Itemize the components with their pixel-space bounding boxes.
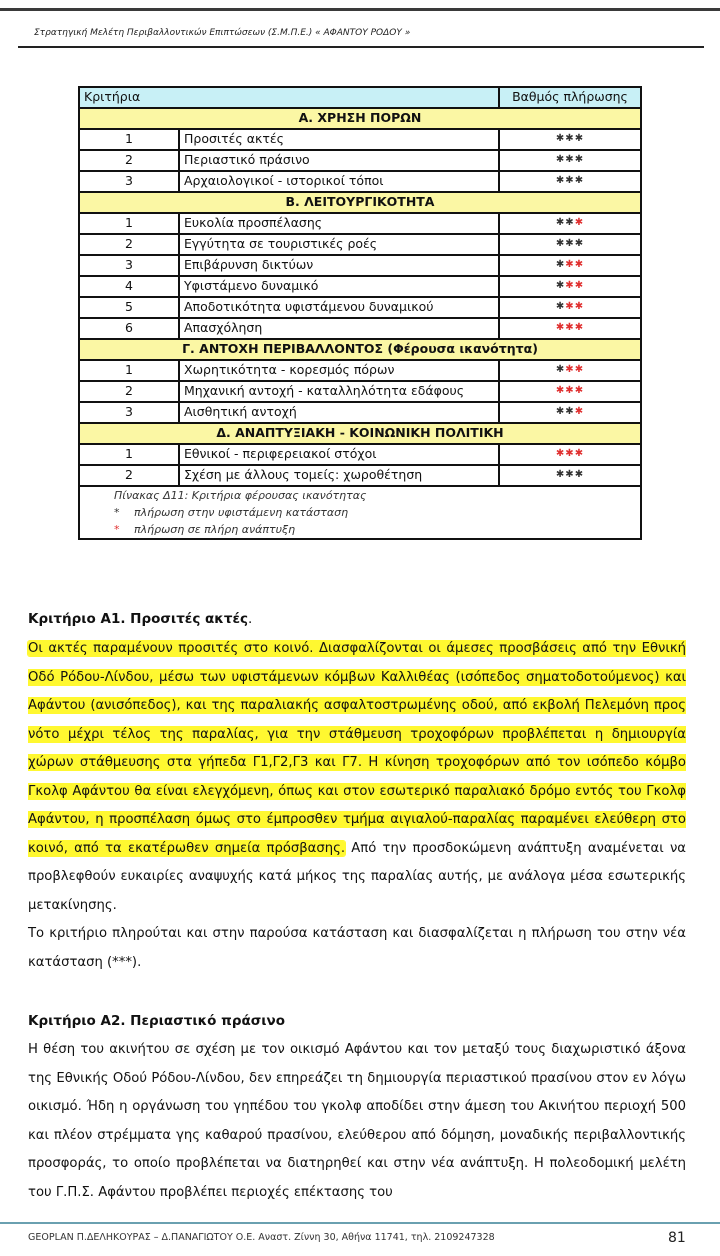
criterion-name: Υφιστάμενο δυναμικό [179,276,499,297]
criterion-number: 2 [79,381,179,402]
criterion-number: 5 [79,297,179,318]
criterion-name: Χωρητικότητα - κορεσμός πόρων [179,360,499,381]
star-red-icon: ✱ [574,364,585,375]
star-black-icon: ✱ [565,133,575,144]
section-row [79,108,641,129]
column-header-grade: Βαθμός πλήρωσης [499,87,641,108]
legend-item [114,521,636,538]
star-red-icon: ✱ [574,280,585,291]
table-row [79,402,641,423]
star-black-icon: ✱ [555,217,566,228]
fulfillment-grade [499,444,641,465]
fulfillment-grade [499,129,641,150]
star-red-icon: ✱ [555,385,566,396]
star-black-icon: ✱ [555,175,566,186]
criterion-name: Επιβάρυνση δικτύων [179,255,499,276]
star-red-icon: ✱ [565,448,575,459]
legend-item [114,504,636,521]
criterion-name: Αρχαιολογικοί - ιστορικοί τόποι [179,171,499,192]
table-row [79,255,641,276]
section-title: Β. ΛΕΙΤΟΥΡΓΙΚΟΤΗΤΑ [79,192,641,213]
star-black-icon: ✱ [555,133,566,144]
criterion-name: Προσιτές ακτές [179,129,499,150]
table-row [79,213,641,234]
criterion-number: 2 [79,150,179,171]
criteria-table [78,86,642,540]
criterion-number: 2 [79,234,179,255]
fulfillment-grade [499,255,641,276]
criterion-name: Εθνικοί - περιφερειακοί στόχοι [179,444,499,465]
section-row [79,192,641,213]
table-row [79,297,641,318]
criterion-name: Αποδοτικότητα υφιστάμενου δυναμικού [179,297,499,318]
fulfillment-grade [499,402,641,423]
criterion-number: 3 [79,171,179,192]
section-title: Γ. ΑΝΤΟΧΗ ΠΕΡΙΒΑΛΛΟΝΤΟΣ (Φέρουσα ικανότητα) [79,339,641,360]
star-black-icon: ✱ [574,238,585,249]
star-black-icon: ✱ [565,154,575,165]
column-header-criteria: Κριτήρια [79,87,499,108]
table-row [79,465,641,486]
table-row [79,444,641,465]
criterion-number: 1 [79,360,179,381]
fulfillment-grade [499,276,641,297]
section-title: Δ. ΑΝΑΠΤΥΞΙΑΚΗ - ΚΟΙΝΩΝΙΚΗ ΠΟΛΙΤΙΚΗ [79,423,641,444]
star-red-icon: ✱ [565,280,575,291]
fulfillment-grade [499,360,641,381]
star-red-icon: ✱ [574,217,585,228]
star-black-icon: * [114,506,120,519]
table-caption: Πίνακας Δ11: Κριτήρια φέρουσας ικανότητας [114,489,367,502]
criterion-number: 1 [79,444,179,465]
star-black-icon: ✱ [574,133,585,144]
star-black-icon: ✱ [565,175,575,186]
star-red-icon: ✱ [565,301,575,312]
star-black-icon: ✱ [565,217,575,228]
criterion-name: Σχέση με άλλους τομείς: χωροθέτηση [179,465,499,486]
footer-text: GEOPLAN Π.ΔΕΛΗΚΟΥΡΑΣ – Δ.ΠΑΝΑΓΙΩΤΟΥ Ο.Ε. Αναστ. Ζίννη 30, Αθήνα 11741, τηλ. 2109247328 [28,1232,495,1243]
star-red-icon: * [114,523,120,536]
table-row [79,318,641,339]
fulfillment-grade [499,171,641,192]
section-a1-conclusion: Το κριτήριο πληρούται και στην παρούσα κατάσταση και διασφαλίζεται η πλήρωση του στην νέα κατάσταση (***). [28,926,686,970]
star-black-icon: ✱ [555,406,566,417]
criterion-number: 4 [79,276,179,297]
star-red-icon: ✱ [574,406,585,417]
section-title: Α. ΧΡΗΣΗ ΠΟΡΩΝ [79,108,641,129]
star-black-icon: ✱ [555,280,566,291]
table-row [79,381,641,402]
star-black-icon: ✱ [574,469,585,480]
fulfillment-grade [499,150,641,171]
star-red-icon: ✱ [574,259,585,270]
section-row [79,423,641,444]
star-black-icon: ✱ [555,238,566,249]
star-red-icon: ✱ [565,322,575,333]
star-red-icon: ✱ [565,364,575,375]
table-row [79,129,641,150]
section-a2-title: Κριτήριο Α2. Περιαστικό πράσινο [28,1013,286,1029]
running-header [18,26,704,48]
table-row [79,276,641,297]
star-red-icon: ✱ [565,385,575,396]
star-red-icon: ✱ [565,259,575,270]
star-red-icon: ✱ [574,301,585,312]
criterion-number: 6 [79,318,179,339]
table-row [79,150,641,171]
fulfillment-grade [499,297,641,318]
criterion-name: Ευκολία προσπέλασης [179,213,499,234]
star-black-icon: ✱ [574,175,585,186]
star-red-icon: ✱ [574,385,585,396]
criterion-name: Μηχανική αντοχή - καταλληλότητα εδάφους [179,381,499,402]
running-header-title: Στρατηγική Μελέτη Περιβαλλοντικών Επιπτώσεων (Σ.Μ.Π.Ε.) « ΑΦΑΝΤΟΥ ΡΟΔΟΥ » [34,28,411,38]
star-red-icon: ✱ [574,322,585,333]
criterion-number: 3 [79,402,179,423]
criterion-name: Απασχόληση [179,318,499,339]
table-row [79,171,641,192]
star-black-icon: ✱ [555,259,566,270]
fulfillment-grade [499,213,641,234]
star-black-icon: ✱ [555,469,566,480]
criterion-number: 1 [79,129,179,150]
criterion-number: 2 [79,465,179,486]
fulfillment-grade [499,234,641,255]
section-a1-body [28,635,686,977]
fulfillment-grade [499,465,641,486]
star-black-icon: ✱ [565,469,575,480]
star-red-icon: ✱ [555,322,566,333]
section-row [79,339,641,360]
table-row [79,360,641,381]
criterion-number: 3 [79,255,179,276]
star-red-icon: ✱ [555,448,566,459]
star-black-icon: ✱ [555,301,566,312]
table-header-row [79,87,641,108]
criterion-name: Εγγύτητα σε τουριστικές ροές [179,234,499,255]
star-black-icon: ✱ [574,154,585,165]
star-red-icon: ✱ [574,448,585,459]
star-black-icon: ✱ [555,154,566,165]
plain-text: Από την προσδοκώμενη ανάπτυξη αναμένεται να προβλεφθούν ευκαιρίες αναψυχής κατά μήκος της παραλίας αυτής, με ανάλογα μέσα εσωτερικής μετακίνησης. [28,840,687,913]
criterion-name: Αισθητική αντοχή [179,402,499,423]
legend-text: πλήρωση σε πλήρη ανάπτυξη [134,523,296,536]
criterion-number: 1 [79,213,179,234]
star-black-icon: ✱ [565,238,575,249]
table-caption-row [79,486,641,539]
star-black-icon: ✱ [565,406,575,417]
section-a1-title: Κριτήριο Α1. Προσιτές ακτές. [28,611,253,627]
section-a2-body: Η θέση του ακινήτου σε σχέση με τον οικισμό Αφάντου και τον μεταξύ τους διαχωριστικό άξονα της Εθνικής Οδού Ρόδου-Λίνδου, δεν επηρεάζει τη δημιουργία περιαστικού πρασίνου στον εν λόγω οικισμό. Ήδη η οργάνωση του γηπέδου του γκολφ αποδίδει στην άμεση του Ακινήτου περιοχή 500 και πλέον στρέμματα γης καθαρού πρασίνου, ελεύθερου από δόμηση, μοναδικής περιβαλλοντικής προσφοράς, το οποίο προβλέπεται να διατηρηθεί και στην νέα ανάπτυξη. Η πολεοδομική μελέτη του Γ.Π.Σ. Αφάντου προβλέπει περιοχές επέκτασης του [28,1042,686,1200]
highlighted-text: Οι ακτές παραμένουν προσιτές στο κοινό. Διασφαλίζονται οι άμεσες προσβάσεις από την Εθνική Οδό Ρόδου-Λίνδου, μέσω των υφιστάμενων κόμβων Καλλιθέας (ισόπεδος σηματοδοτούμενος) και Αφάντου (ανισόπεδος), και της παραλιακής ασφαλτοστρωμένης οδού, από εκβολή Πελεμόνη προς νότο μέχρι τέλος της παραλίας, για την στάθμευση τροχοφόρων προβλέπεται η δημιουργία χώρων στάθμευσης στα γήπεδα Γ1,Γ2,Γ3 και Γ7. Η κίνηση τροχοφόρων από τον ισόπεδο κόμβο Γκολφ Αφάντου θα είναι ελεγχόμενη, όπως και στον εσωτερικό παραλιακό δρόμο εντός του Γκολφ Αφάντου, η προσπέλαση όμως στο έμπροσθεν τμήμα αιγιαλού-παραλίας παραμένει ελεύθερη στο κοινό, από τα εκατέρωθεν σημεία πρόσβασης. [28,641,686,856]
criterion-name: Περιαστικό πράσινο [179,150,499,171]
page-top-rule [0,8,720,11]
star-black-icon: ✱ [555,364,566,375]
legend-text: πλήρωση στην υφιστάμενη κατάσταση [134,506,349,519]
table-row [79,234,641,255]
page-number: 81 [668,1230,686,1246]
fulfillment-grade [499,381,641,402]
fulfillment-grade [499,318,641,339]
footer-rule [0,1222,720,1224]
